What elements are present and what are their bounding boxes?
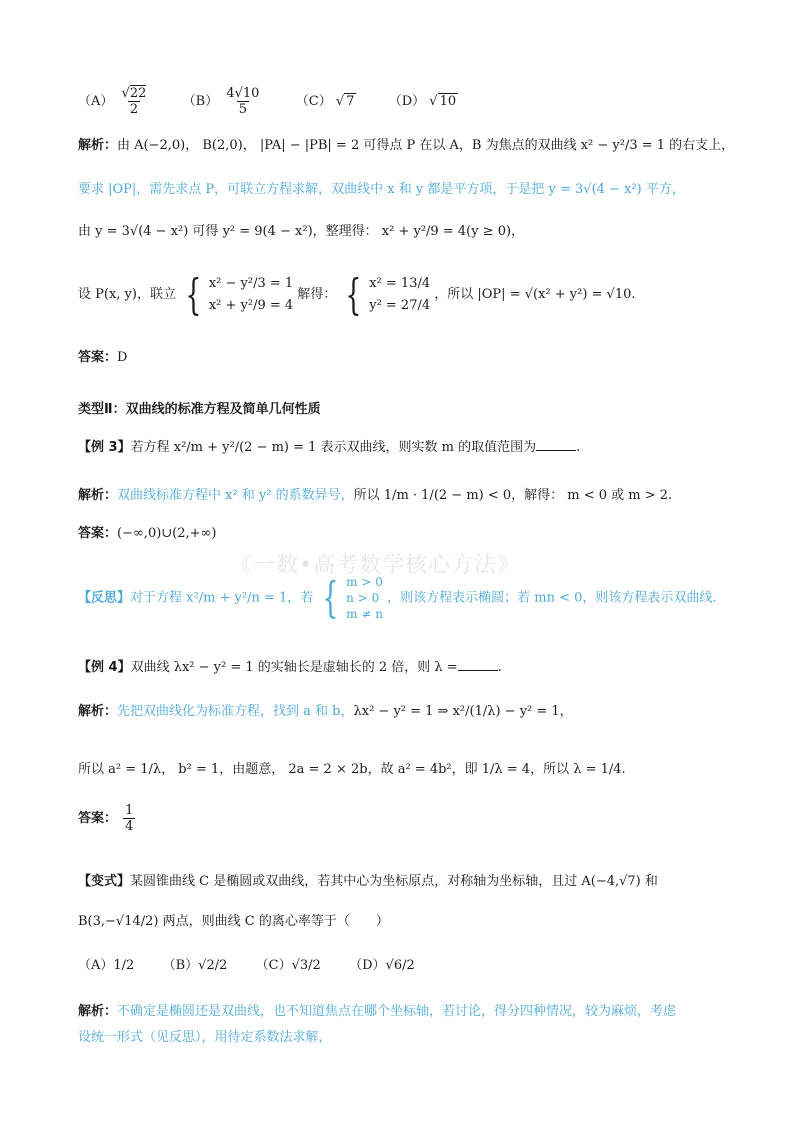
variant-jiexi-1: 解析：不确定是椭圆还是双曲线，也不知道焦点在哪个坐标轴，若讨论，得分四种情况，较为麻烦，考虑 <box>78 1004 677 1019</box>
system-equations: { x² − y²/3 = 1 x² + y²/9 = 4 <box>185 269 294 319</box>
option-b-label: （B） <box>182 94 219 109</box>
reflect-system: { m > 0 n > 0 m ≠ n <box>322 573 383 622</box>
prev-answer: 答案：D <box>78 350 128 365</box>
example-3-answer: 答案：(−∞,0)∪(2,+∞) <box>78 526 217 541</box>
prev-options <box>78 86 734 117</box>
option-b-value: $\frac{4√10}{5}$ <box>226 86 260 117</box>
variant-options: （A）1/2 （B）√2/2 （C）√3/2 （D）√6/2 <box>78 958 415 973</box>
example-4-jiexi: 解析：先把双曲线化为标准方程，找到 a 和 b，λx² − y² = 1 ⇒ x²/(1/λ) − y² = 1， <box>78 704 573 719</box>
section-title: 类型Ⅱ：双曲线的标准方程及简单几何性质 <box>78 402 321 417</box>
option-a-label: （A） <box>78 94 114 109</box>
variant-text-2: B(3,−√14/2) 两点，则曲线 C 的离心率等于（ ） <box>78 914 389 929</box>
reflect: 【反思】对于方程 x²/m + y²/n = 1，若 { m > 0 n > 0 m ≠ n ，则该方程表示椭圆；若 mn < 0，则该方程表示双曲线. <box>78 573 717 622</box>
variant-text-1: 【变式】某圆锥曲线 C 是椭圆或双曲线，若其中心为坐标原点，对称轴为坐标轴，且过 A(−4,√7) 和 <box>78 874 658 889</box>
answer-blank <box>458 658 498 671</box>
option-d-label: （D） <box>388 94 426 109</box>
answer-blank <box>536 438 576 451</box>
prev-jiexi-1: 解析：由 A(−2,0)， B(2,0)， |PA| − |PB| = 2 可得点 P 在以 A，B 为焦点的双曲线 x² − y²/3 = 1 的右支上， <box>78 138 735 153</box>
example-4-answer: 答案： $\frac{1}{4}$ <box>78 803 134 834</box>
example-4: 【例 4】双曲线 λx² − y² = 1 的实轴长是虚轴长的 2 倍，则 λ = . <box>78 660 502 675</box>
prev-jiexi-2: 要求 |OP|，需先求点 P，可联立方程求解，双曲线中 x 和 y 都是平方项，于是把 y = 3√(4 − x²) 平方， <box>78 182 685 197</box>
watermark: 《一数•高考数学核心方法》 <box>230 553 520 578</box>
option-c-label: （C） <box>295 94 332 109</box>
option-c-value: √ 7 <box>335 93 355 109</box>
variant-jiexi-2: 设统一形式（见反思），用待定系数法求解， <box>78 1030 332 1045</box>
option-a-value: $\frac{√22}{2}$ <box>121 86 147 117</box>
prev-jiexi-4: 设 P(x, y)，联立 { x² − y²/3 = 1 x² + y²/9 = 4 解得： { x² = 13/4 y² = 27/4 ，所以 |OP| = √(x² + y²) = √10. <box>78 269 636 319</box>
system-solution: { x² = 13/4 y² = 27/4 <box>345 269 431 319</box>
example-3: 【例 3】若方程 x²/m + y²/(2 − m) = 1 表示双曲线，则实数 m 的取值范围为 . <box>78 440 581 455</box>
example-3-jiexi: 解析：双曲线标准方程中 x² 和 y² 的系数异号，所以 1/m · 1/(2 − m) < 0，解得： m < 0 或 m > 2. <box>78 488 673 503</box>
option-d-value: √ 10 <box>429 93 457 109</box>
prev-jiexi-3: 由 y = 3√(4 − x²) 可得 y² = 9(4 − x²)，整理得： x² + y²/9 = 4(y ≥ 0)， <box>78 224 525 239</box>
example-4-jiexi-2: 所以 a² = 1/λ， b² = 1，由题意， 2a = 2 × 2b，故 a² = 4b²，即 1/λ = 4，所以 λ = 1/4. <box>78 762 626 777</box>
answer-fraction: $\frac{1}{4}$ <box>125 803 134 834</box>
